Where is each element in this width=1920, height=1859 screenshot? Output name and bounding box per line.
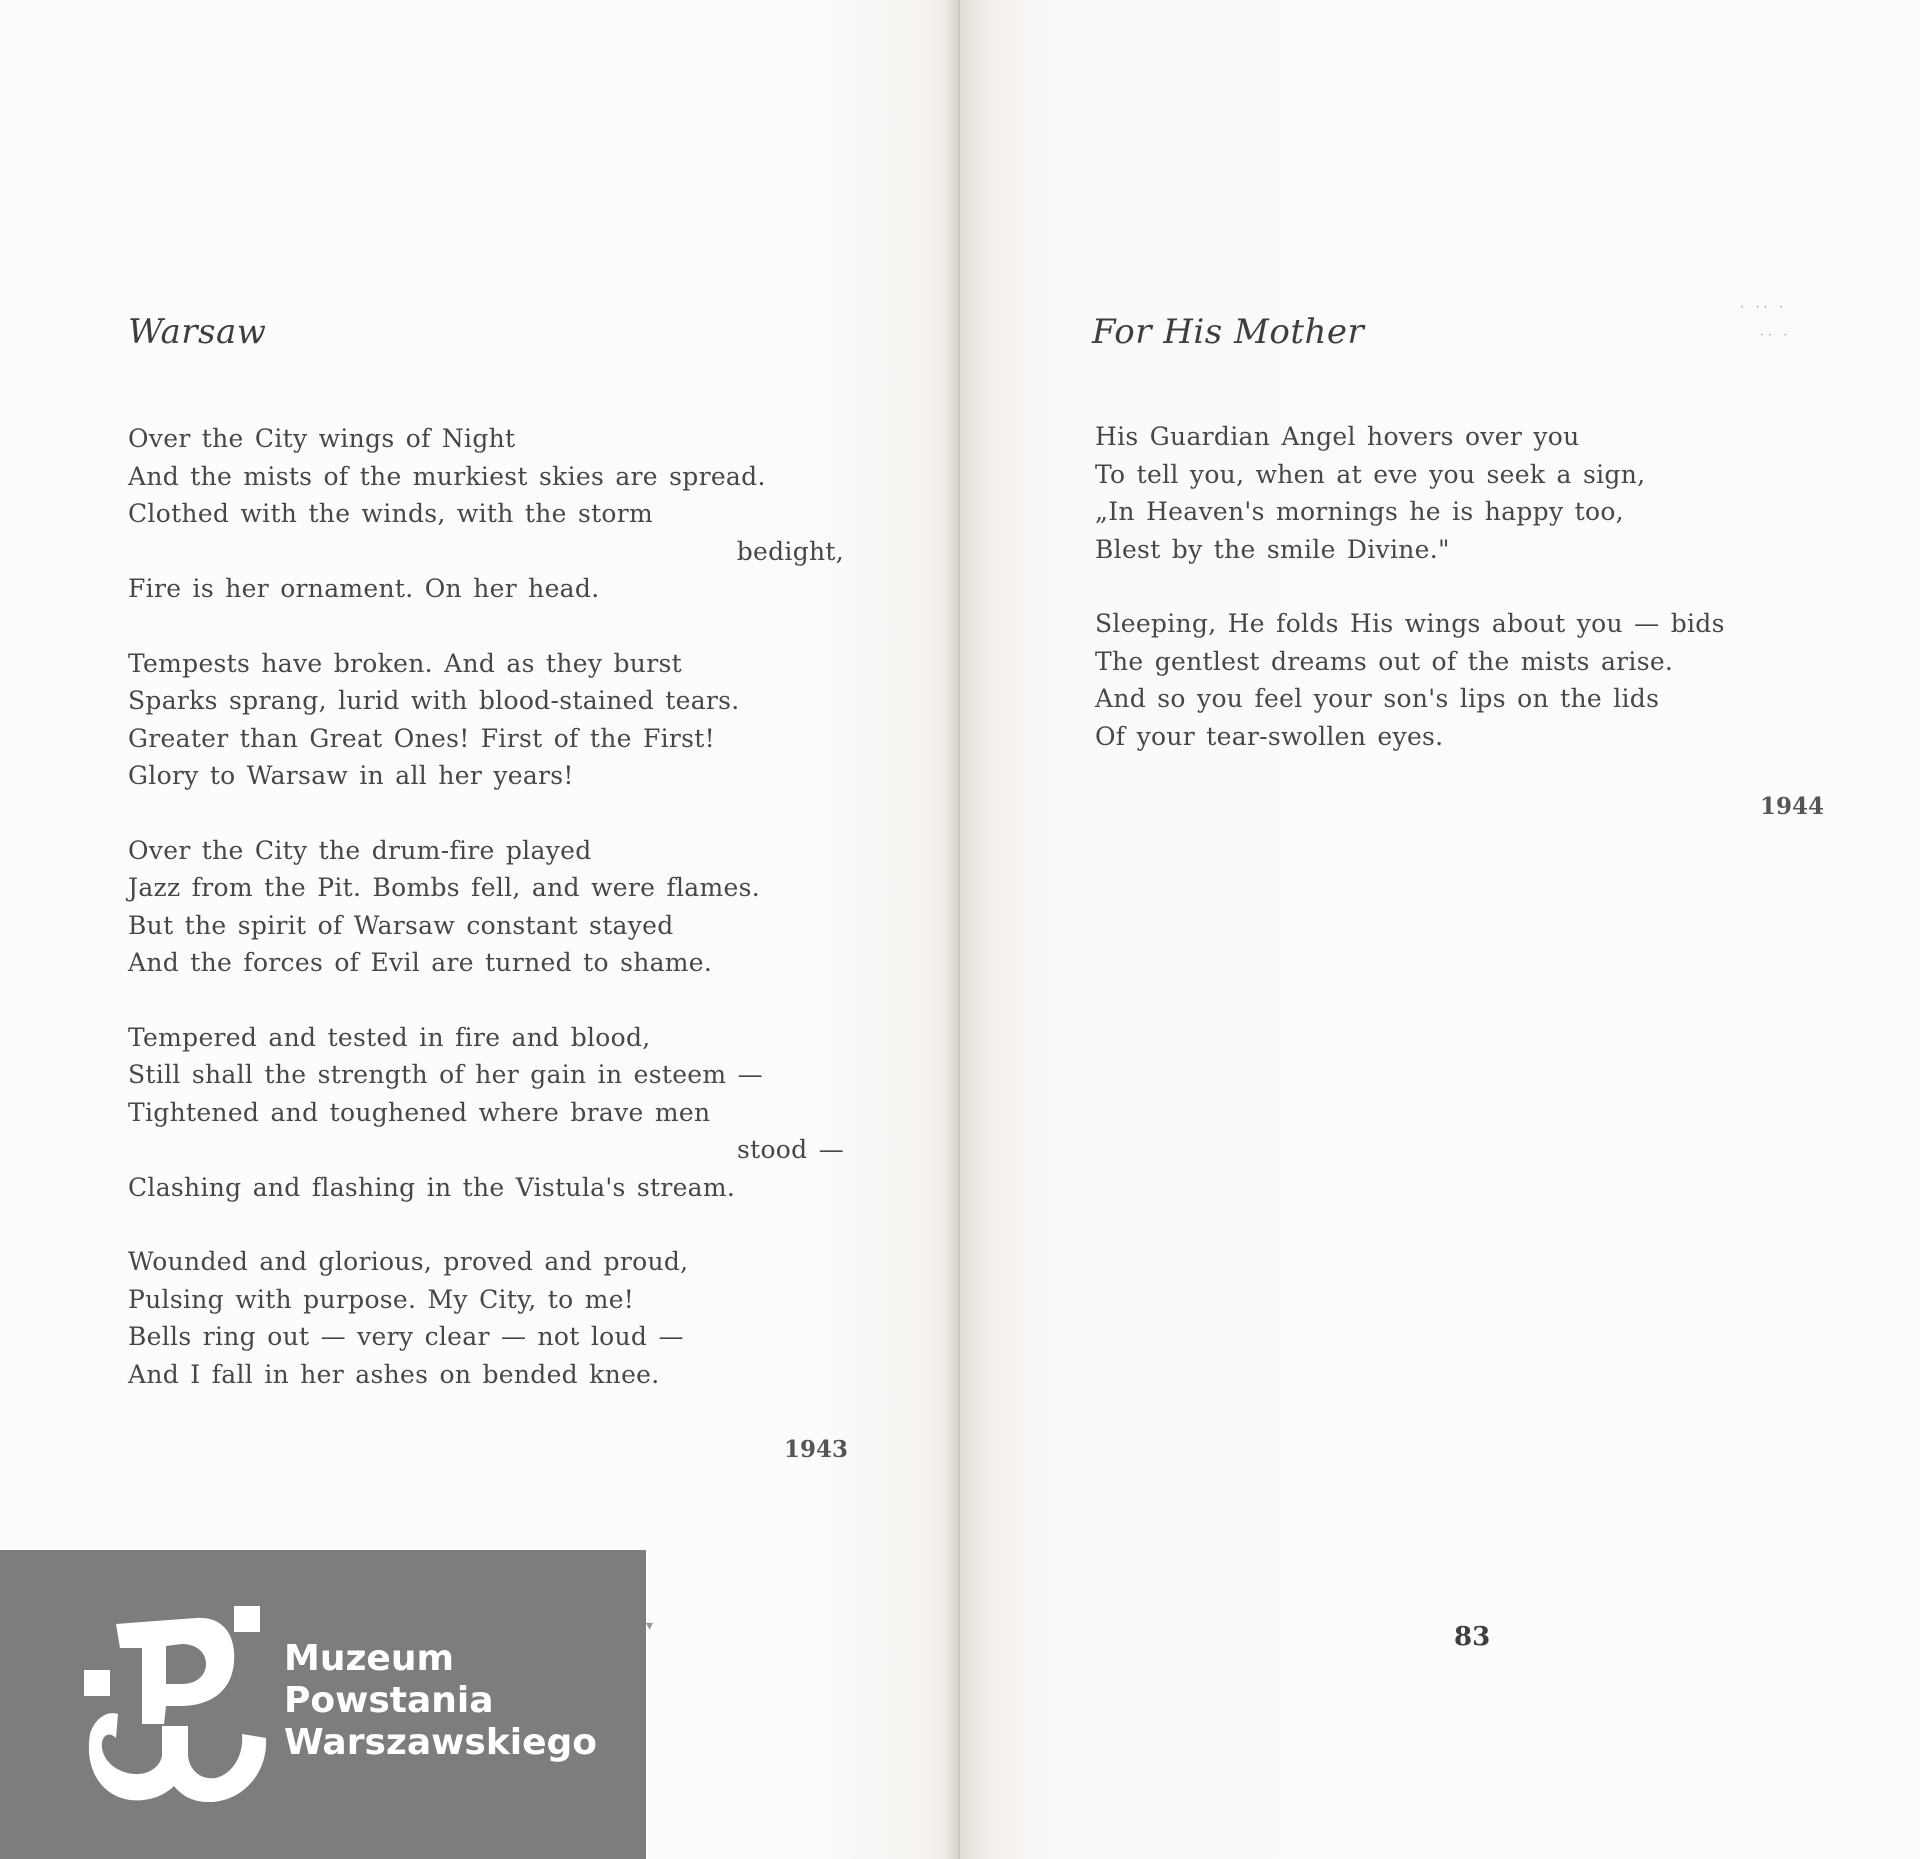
poem-body-for-his-mother: [1095, 418, 1825, 792]
poem-line: Greater than Great Ones! First of the First!: [128, 723, 715, 753]
poem-line: Sleeping, He folds His wings about you — bids: [1095, 609, 1725, 638]
poem-line: Blest by the smile Divine.": [1095, 534, 1450, 564]
poem-line: Tempered and tested in fire and blood,: [128, 1022, 651, 1052]
print-speck: ·· ·: [1760, 328, 1792, 342]
stanza: [128, 420, 844, 608]
logo-text-line: Powstania: [284, 1680, 494, 1721]
right-page: [960, 0, 1920, 1859]
print-speck: ▾: [646, 1618, 654, 1634]
poem-line: But the spirit of Warsaw constant stayed: [128, 910, 674, 940]
stanza: [1095, 418, 1825, 568]
poem-line: His Guardian Angel hovers over you: [1095, 422, 1580, 451]
poem-line: Still shall the strength of her gain in esteem —: [128, 1060, 763, 1089]
logo-text-line: Muzeum: [284, 1638, 454, 1679]
poem-line: Clothed with the winds, with the storm: [128, 499, 654, 528]
poem-line: Glory to Warsaw in all her years!: [128, 761, 574, 790]
poem-year: 1944: [1760, 793, 1825, 820]
poem-line: Clashing and flashing in the Vistula's stream.: [128, 1172, 736, 1202]
poem-line: Fire is her ornament. On her head.: [128, 574, 600, 603]
poem-line: stood —: [736, 1135, 844, 1164]
stanza: [128, 645, 844, 795]
poem-line: Of your tear-swollen eyes.: [1095, 721, 1444, 751]
stanza: [128, 1243, 844, 1393]
poem-line: Sparks sprang, lurid with blood-stained tears.: [128, 686, 740, 715]
poem-line: „In Heaven's mornings he is happy too,: [1095, 497, 1624, 526]
poem-line: And I fall in her ashes on bended knee.: [128, 1359, 660, 1389]
poem-line: bedight,: [736, 536, 844, 566]
poem-body-warsaw: [128, 420, 844, 1430]
poem-line: And the forces of Evil are turned to shame.: [128, 948, 713, 977]
stanza: [1095, 605, 1825, 755]
museum-logo-text: [284, 1638, 597, 1764]
logo-text-line: Warszawskiego: [284, 1722, 598, 1763]
page-number: 83: [1454, 1622, 1491, 1652]
poem-line: The gentlest dreams out of the mists arise.: [1095, 646, 1674, 676]
stanza: [128, 1019, 844, 1207]
kotwica-pw-logo-icon: [84, 1606, 274, 1802]
poem-title-warsaw: Warsaw: [128, 312, 267, 352]
poem-line: Pulsing with purpose. My City, to me!: [128, 1284, 635, 1314]
stanza: [128, 832, 844, 982]
poem-title-for-his-mother: For His Mother: [1092, 312, 1365, 352]
poem-line: And so you feel your son's lips on the lids: [1095, 684, 1660, 713]
poem-line: Tightened and toughened where brave men: [128, 1097, 711, 1127]
museum-logo-box: [0, 1550, 646, 1859]
poem-year: 1943: [784, 1436, 849, 1463]
poem-line: Bells ring out — very clear — not loud —: [128, 1322, 684, 1351]
poem-line: Over the City wings of Night: [128, 424, 516, 453]
poem-line: Tempests have broken. And as they burst: [128, 648, 682, 678]
print-speck: · ·· ·: [1740, 300, 1787, 314]
poem-line: Jazz from the Pit. Bombs fell, and were flames.: [128, 873, 760, 902]
poem-line: Wounded and glorious, proved and proud,: [128, 1247, 689, 1276]
poem-line: Over the City the drum-fire played: [128, 835, 592, 865]
poem-line: And the mists of the murkiest skies are spread.: [128, 461, 766, 491]
poem-line: To tell you, when at eve you seek a sign,: [1095, 459, 1646, 489]
